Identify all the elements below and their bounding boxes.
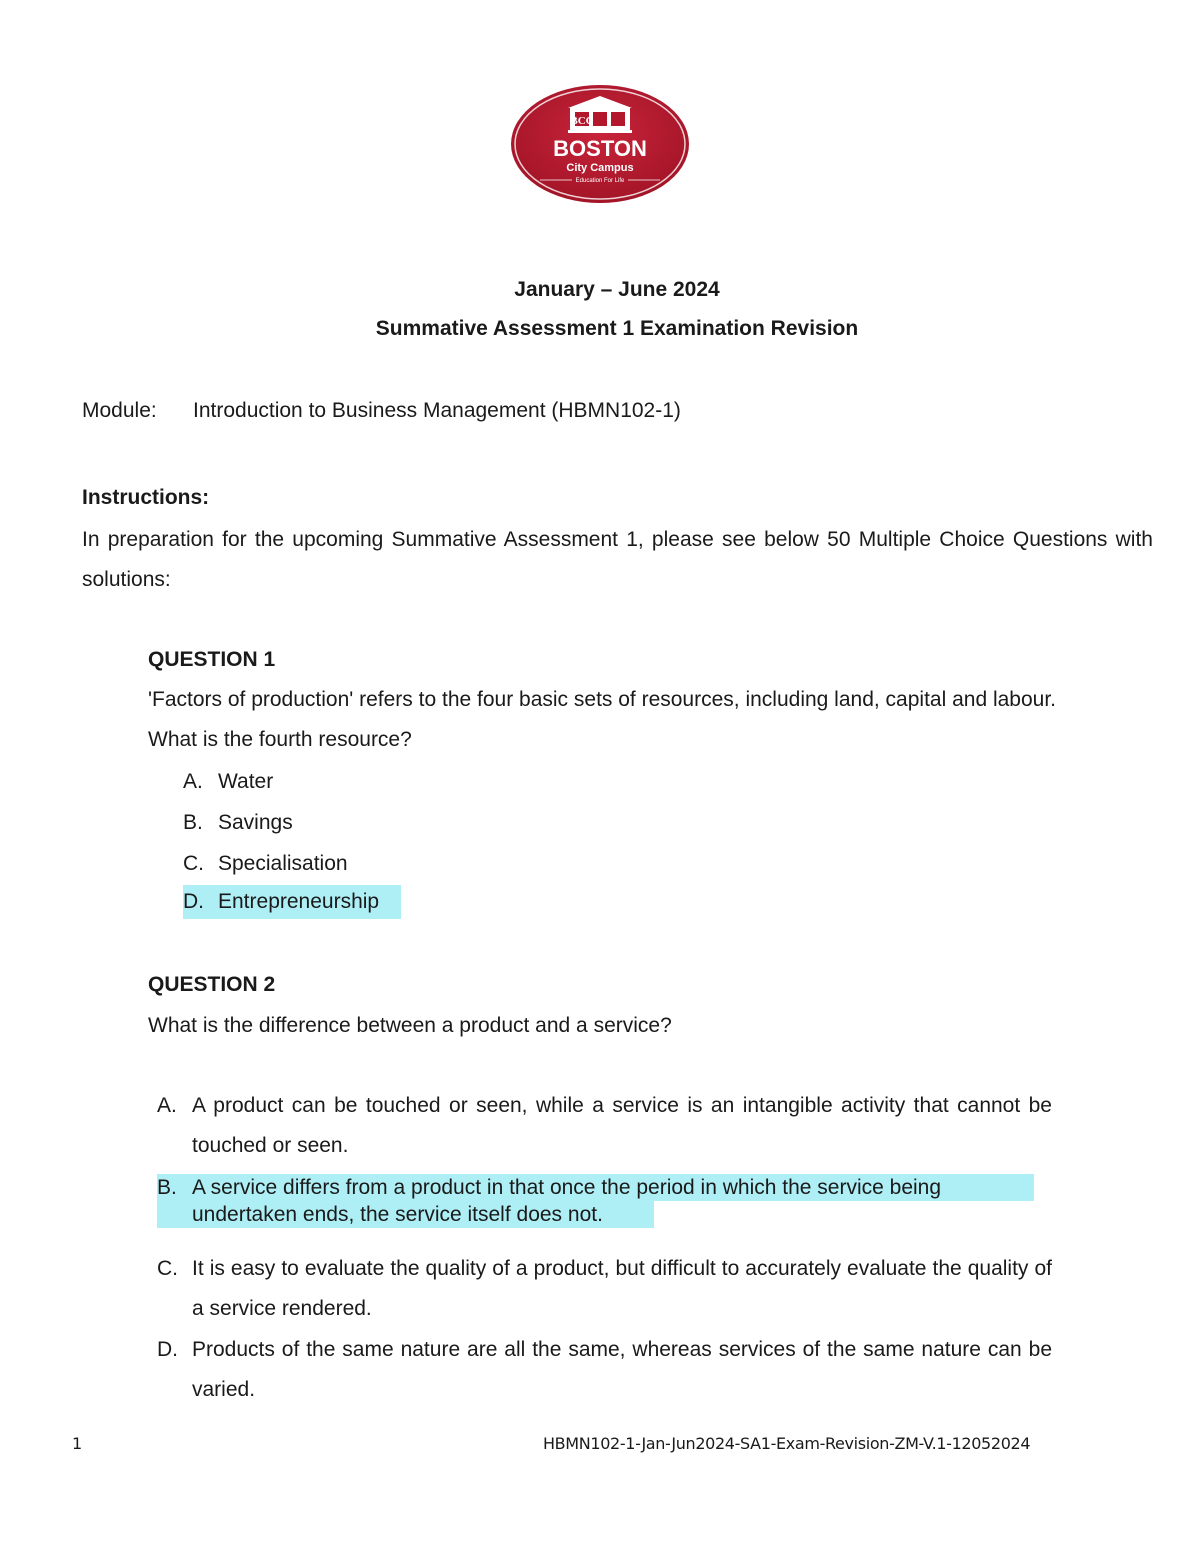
boston-city-campus-logo xyxy=(510,84,690,204)
q2-option-d: D. Products of the same nature are all the same, whereas services of the same nature can be varied. xyxy=(157,1338,1052,1401)
document-title: Summative Assessment 1 Examination Revision xyxy=(375,317,859,340)
q2-option-c: C. It is easy to evaluate the quality of a product, but difficult to accurately evaluate the quality of a service rendered. xyxy=(157,1257,1052,1320)
question-2-heading: QUESTION 2 xyxy=(148,973,276,996)
question-1-heading: QUESTION 1 xyxy=(148,648,276,671)
q1-option-a: A. Water xyxy=(183,770,274,793)
q1-option-c: C. Specialisation xyxy=(183,852,348,875)
logo-tagline: Education For Life xyxy=(575,178,625,184)
q2-option-a: A. A product can be touched or seen, while a service is an intangible activity that cannot be touched or seen. xyxy=(157,1094,1052,1157)
module-value: Introduction to Business Management (HBMN102-1) xyxy=(193,399,681,422)
instructions-text: In preparation for the upcoming Summative Assessment 1, please see below 50 Multiple Choice Questions with solutions: xyxy=(82,528,1153,591)
module-row xyxy=(82,399,681,423)
document-code: HBMN102-1-Jan-Jun2024-SA1-Exam-Revision-ZM-V.1-12052024 xyxy=(543,1434,1031,1453)
logo-name: BOSTON xyxy=(553,136,647,161)
logo-subtitle: City Campus xyxy=(566,162,634,174)
question-1-text: 'Factors of production' refers to the four basic sets of resources, including land, capital and labour. What is the fourth resource? xyxy=(148,688,1057,751)
page-number: 1 xyxy=(72,1434,83,1453)
q2-option-b-correct: B. A service differs from a product in that once the period in which the service being undertaken ends, the service itself does not. xyxy=(157,1174,1037,1228)
module-label: Module: xyxy=(82,399,157,422)
period-heading: January – June 2024 xyxy=(514,278,720,301)
logo-initials: BCC xyxy=(570,115,594,127)
q1-option-d-correct: D. Entrepreneurship xyxy=(183,885,401,919)
question-2-text: What is the difference between a product and a service? xyxy=(148,1014,672,1037)
instructions-heading: Instructions: xyxy=(82,486,210,509)
q1-option-b: B. Savings xyxy=(183,811,293,834)
